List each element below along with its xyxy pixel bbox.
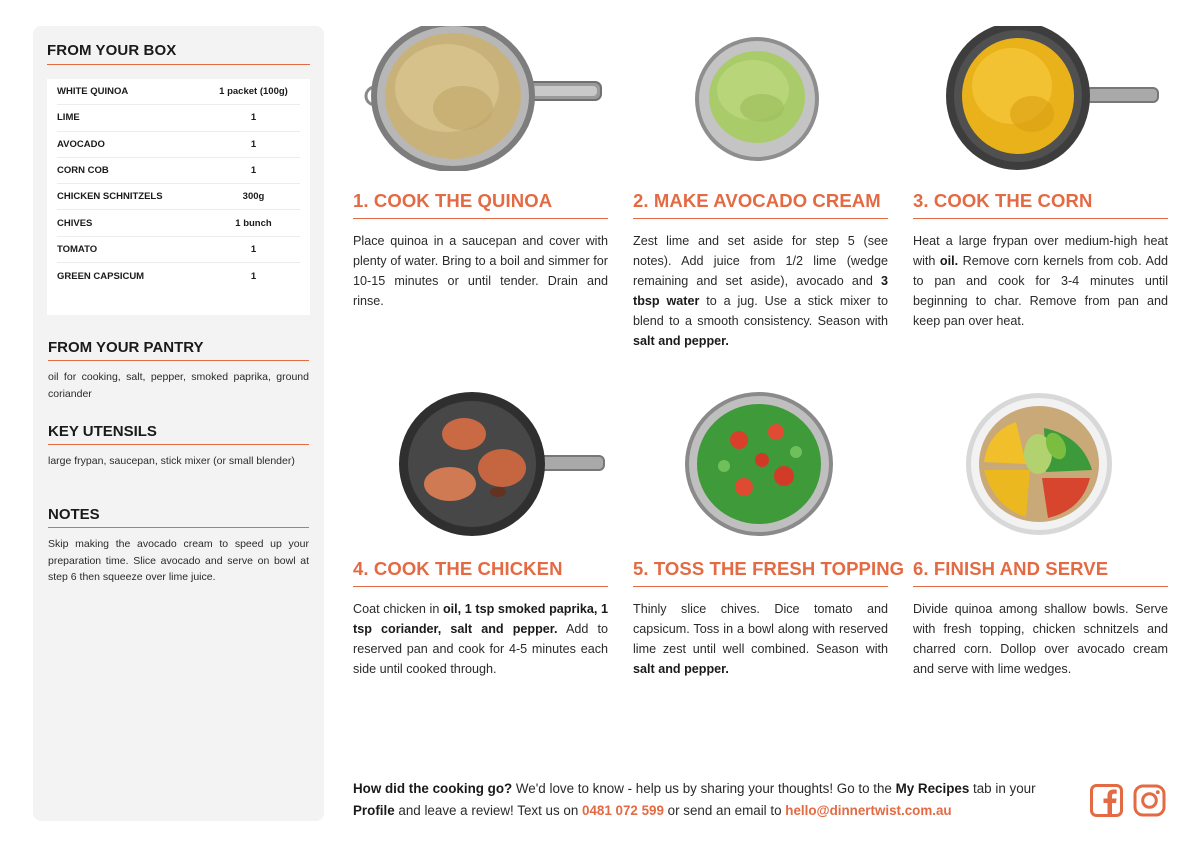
from-your-box-section [47,42,310,321]
bold-text: salt and pepper. [633,334,729,348]
phone-link[interactable]: 0481 072 599 [582,802,664,818]
step-title: 5. TOSS THE FRESH TOPPING [633,558,888,587]
bold-text: salt and pepper. [633,662,729,676]
text-run: tab in your [969,781,1036,796]
ingredient-name: WHITE QUINOA [57,86,129,98]
text-run: Zest lime and set aside for step 5 (see notes). Add juice from 1/2 lime (wedge remaining and set aside), avocado and [633,234,888,288]
utensils-title: KEY UTENSILS [48,423,309,445]
text-run: We'd love to know - help us by sharing your thoughts! Go to the [512,781,896,796]
ingredient-qty: 1 [250,165,257,177]
step-1 [353,190,608,311]
step-instructions [353,231,608,311]
step-6 [913,558,1168,679]
text-run: Divide quinoa among shallow bowls. Serve with fresh topping, chicken schnitzels and charred corn. Dollop over avocado cream and serve with lime wedges. [913,602,1168,676]
fresh-topping-photo [684,392,834,537]
step-4 [353,558,608,679]
quinoa-pan-photo [355,26,605,171]
step-title: 2. MAKE AVOCADO CREAM [633,190,888,219]
step-title: 4. COOK THE CHICKEN [353,558,608,587]
pantry-section [48,339,309,402]
text-run: Coat chicken in [353,602,443,616]
notes-text: Skip making the avocado cream to speed up your preparation time. Slice avocado and serve on bowl at step 6 then squeeze over lime juice. [48,538,309,583]
step-title: 1. COOK THE QUINOA [353,190,608,219]
ingredient-row [57,210,300,236]
step-instructions [633,231,888,351]
pantry-title: FROM YOUR PANTRY [48,339,309,361]
box-ingredients-table [47,79,310,315]
step-instructions [913,599,1168,679]
text-run: to a jug. Use a stick mixer to blend to a smooth consistency. Season with [633,294,888,328]
from-your-box-title: FROM YOUR BOX [47,42,310,65]
step-title: 6. FINISH AND SERVE [913,558,1168,587]
finished-bowl-photo [964,392,1114,537]
ingredient-name: AVOCADO [57,138,105,150]
text-run: Heat a large frypan over medium-high heat with [913,234,1168,268]
ingredient-qty: 1 [250,243,257,255]
step-instructions [353,599,608,679]
notes-section [48,506,309,586]
ingredient-row [57,158,300,184]
text-run: Add to reserved pan and cook for 4-5 minutes each side until cooked through. [353,622,609,676]
chicken-frypan-photo [398,392,608,537]
step-instructions [913,231,1168,331]
ingredient-row [57,132,300,158]
ingredient-name: TOMATO [57,243,98,255]
text-run: Place quinoa in a saucepan and cover with plenty of water. Bring to a boil and simmer for 10-15 minutes or until tender. Drain and rinse. [353,234,608,308]
step-2 [633,190,888,351]
ingredient-name: CHIVES [57,217,93,229]
ingredient-qty: 1 [250,112,257,124]
utensils-text: large frypan, saucepan, stick mixer (or small blender) [48,455,295,467]
text-run: and leave a review! Text us on [394,802,583,818]
avocado-cream-photo [690,34,825,164]
bold-text: 3 tbsp water [633,274,888,308]
ingredient-row [57,237,300,263]
step-3 [913,190,1168,331]
ingredient-qty: 1 bunch [235,217,272,229]
pantry-text: oil for cooking, salt, pepper, smoked paprika, ground coriander [48,371,309,400]
ingredient-row [57,184,300,210]
text-run: or send an email to [663,802,786,818]
ingredients-sidebar [33,26,324,821]
ingredient-qty: 1 packet (100g) [219,86,288,98]
ingredient-name: LIME [57,112,80,124]
text-run: Thinly slice chives. Dice tomato and capsicum. Toss in a bowl along with reserved lime zest until well combined. Season with [633,602,888,656]
bold-text: oil, 1 tsp smoked paprika, 1 tsp coriander, salt and pepper. [353,602,608,636]
ingredient-name: CHICKEN SCHNITZELS [57,191,163,203]
ingredient-row [57,263,300,289]
facebook-icon[interactable] [1090,784,1123,817]
step-instructions [633,599,888,679]
ingredient-name: GREEN CAPSICUM [57,270,145,282]
ingredient-qty: 1 [250,270,257,282]
ingredient-qty: 1 [250,138,257,150]
step-5 [633,558,905,679]
ingredient-qty: 300g [242,191,265,203]
ingredient-row [57,79,300,105]
bold-text: Profile [353,802,395,818]
bold-text: oil. [939,254,959,268]
feedback-footer [353,778,1073,821]
ingredient-row [57,105,300,131]
instagram-icon[interactable] [1133,784,1166,817]
corn-frypan-photo [946,26,1161,171]
notes-title: NOTES [48,506,309,528]
email-link[interactable]: hello@dinnertwist.com.au [785,802,952,818]
ingredient-name: CORN COB [57,165,109,177]
bold-text: How did the cooking go? [353,781,513,796]
utensils-section [48,423,309,470]
step-title: 3. COOK THE CORN [913,190,1168,219]
text-run: Remove corn kernels from cob. Add to pan and cook for 3-4 minutes until beginning to char. Remove from pan and keep pan over heat. [913,254,1168,328]
bold-text: My Recipes [895,781,970,796]
